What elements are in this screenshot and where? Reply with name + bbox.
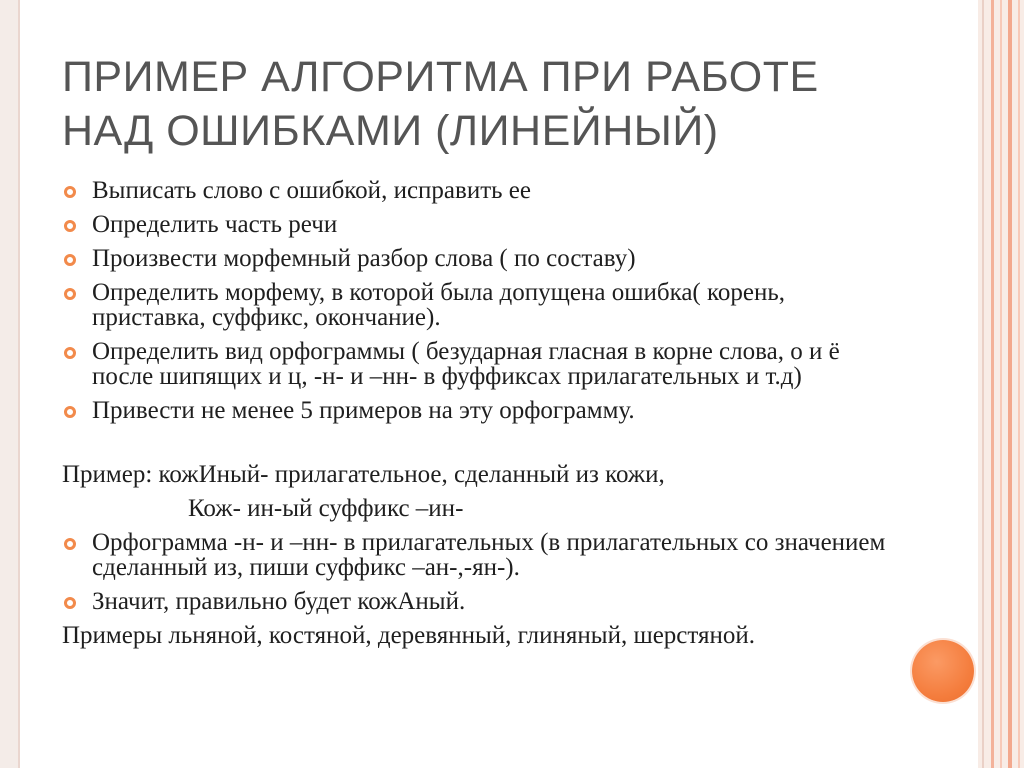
bullet-icon bbox=[64, 538, 76, 550]
bullet-icon bbox=[64, 288, 76, 300]
list-item-text: Произвести морфемный разбор слова ( по составу) bbox=[92, 245, 636, 272]
bullet-icon bbox=[64, 220, 76, 232]
list-item-text: Выписать слово с ошибкой, исправить ее bbox=[92, 177, 531, 204]
list-item-text: Определить морфему, в которой была допущена ошибка( корень, приставка, суффикс, окончание). bbox=[92, 279, 786, 331]
list-item-text: Определить часть речи bbox=[92, 211, 338, 238]
orange-circle-decoration bbox=[912, 640, 974, 702]
list-item bbox=[62, 339, 902, 389]
list-item bbox=[62, 280, 902, 330]
final-examples: Примеры льняной, костяной, деревянный, глиняный, шерстяной. bbox=[62, 622, 755, 649]
bullet-icon bbox=[64, 406, 76, 418]
stripe bbox=[1018, 0, 1020, 768]
title-line-1: ПРИМЕР АЛГОРИТМА ПРИ РАБОТЕ bbox=[62, 53, 819, 101]
list-item bbox=[62, 398, 902, 423]
bullet-icon bbox=[64, 347, 76, 359]
bullet-icon bbox=[64, 186, 76, 198]
left-border-line bbox=[18, 0, 20, 768]
spacer bbox=[62, 432, 902, 462]
left-border bbox=[0, 0, 18, 768]
list-item-text: Привести не менее 5 примеров на эту орфограмму. bbox=[92, 397, 635, 424]
example-breakdown: Кож- ин-ый суффикс –ин- bbox=[188, 495, 464, 522]
list-item-text: Определить вид орфограммы ( безударная гласная в корне слова, о и ё после шипящих и ц, -н- и –нн- в фуффиксах прилагательных и т.д) bbox=[92, 338, 840, 390]
list-item bbox=[62, 589, 902, 614]
title-line-2: НАД ОШИБКАМИ (ЛИНЕЙНЫЙ) bbox=[62, 107, 719, 155]
list-item bbox=[62, 178, 902, 203]
stripe bbox=[1008, 0, 1012, 768]
list-item bbox=[62, 530, 902, 580]
list-item-text: Значит, правильно будет кожАный. bbox=[92, 588, 466, 615]
stripe bbox=[1000, 0, 1002, 768]
right-decorative-stripes bbox=[978, 0, 1024, 768]
bullet-icon bbox=[64, 597, 76, 609]
slide-content bbox=[62, 178, 902, 657]
example-line: Пример: кожИный- прилагательное, сделанный из кожи, bbox=[62, 461, 665, 488]
list-item-text: Орфограмма -н- и –нн- в прилагательных (в прилагательных со значением сделанный из, пиши суффикс –ан-,-ян-). bbox=[92, 529, 886, 581]
stripe bbox=[982, 0, 984, 768]
stripe bbox=[991, 0, 994, 768]
bullet-icon bbox=[64, 254, 76, 266]
list-item bbox=[62, 246, 902, 271]
slide-title bbox=[62, 50, 912, 158]
list-item bbox=[62, 212, 902, 237]
